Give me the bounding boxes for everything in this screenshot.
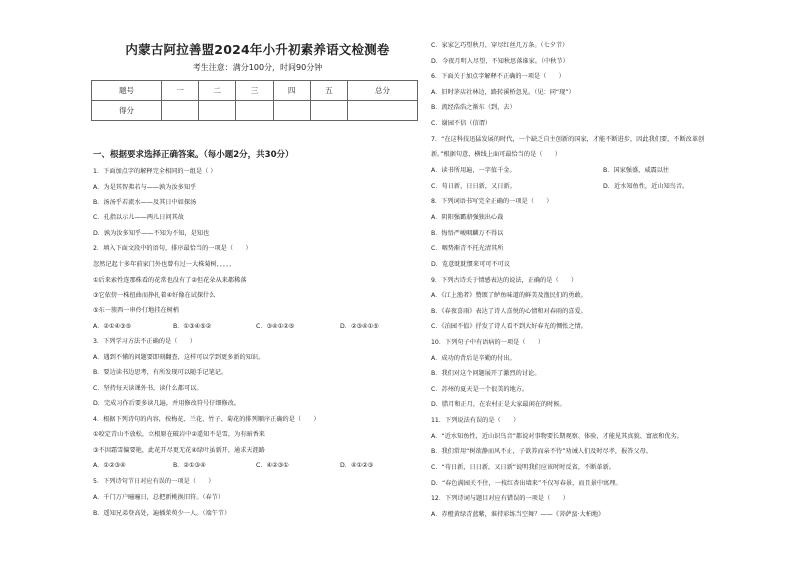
q6-option-b: B．流经浩浩之渐东（到，去）	[431, 104, 516, 111]
q3-option-b: B．要边读书边思考，有所发现可以随手记笔记。	[93, 369, 228, 376]
q2-sentences: ①后来索性连那株看的花常也没有了②但花朵从来都稀落	[93, 277, 247, 284]
q8-option-b: B．悔悟严峻咽麟万不得以	[431, 230, 504, 237]
q4-option-a[interactable]: A．①②③④	[93, 462, 126, 469]
score-cell[interactable]	[236, 101, 273, 121]
q2-option-b[interactable]: B．①③④⑤②	[173, 323, 212, 330]
score-cell[interactable]	[310, 101, 347, 121]
q11-option-c: C．“苟日新，日日新，又日新”说明我们应该时时反省，不断革新。	[431, 464, 615, 471]
q10-option-a: A．成功的背后是辛勤的付出。	[431, 355, 516, 362]
score-header-cell: 总分	[347, 81, 417, 101]
q2-sentences: ③它依傍一株扭曲而挣扎着④好像在试探什么	[93, 292, 216, 299]
q7-option-b: B．国家强盛，威震以往	[603, 167, 670, 174]
question-1: 1．下面加点字的解释完全相同的一组是（ ）	[93, 168, 217, 175]
page-title: 内蒙古阿拉善盟2024年小升初素养语文检测卷	[125, 42, 390, 57]
score-cell[interactable]	[162, 101, 199, 121]
question-8: 8．下列词语书写完全正确的一项是（ ）	[431, 198, 553, 205]
q5-option-b: B．遥知兄弟登高处，遍插茱萸少一人。（端午节）	[93, 510, 231, 517]
q11-option-b: B．我们常用“树欲静而风不止，子欲养而亲不待”劝诫人们及时尽孝，报答父母。	[431, 448, 653, 455]
section-title: 一、根据要求选择正确答案。（每小题2分，共30分）	[93, 150, 294, 160]
score-table-header-row	[92, 81, 418, 101]
score-table	[91, 80, 418, 121]
q9-option-a: A．《江上渔者》赞颂了鲈鱼味道的鲜美及渔民们的勇敢。	[431, 292, 587, 299]
q11-option-a: A．“近水知鱼性，近山识鸟音”都说对事物要长期观察、体验，才能见其真貌、富底和优劣。	[431, 433, 683, 440]
question-4: 4．根据下列诗句的内容，按梅花、兰花、竹子、菊花的排列顺序正确的是（ ）	[93, 416, 320, 423]
q4-option-d[interactable]: D．④①②③	[340, 462, 374, 469]
q4-option-b[interactable]: B．②①③④	[173, 462, 206, 469]
q1-option-d: D．孰为汝多知乎——不知为不知，是知也	[93, 230, 210, 237]
question-11: 11．下列说法有误的是（ ）	[431, 417, 520, 424]
q1-option-a: A．为是其智弗若与——孰为汝多知乎	[93, 184, 197, 191]
q7-option-d: D．近水知鱼性，近山知鸟音。	[603, 183, 689, 190]
q4-poems: ③不因霜雪偏要艳，此花开尽更无花④绿叶虽新开，通求天涯路	[93, 447, 265, 454]
score-header-cell: 四	[273, 81, 310, 101]
q10-option-d: D．腊月和正月，在农村正是大家最闲在的时候。	[431, 401, 566, 408]
score-header-cell: 五	[310, 81, 347, 101]
q2-option-a[interactable]: A．②①④③⑤	[93, 323, 132, 330]
q2-option-c[interactable]: C．③④①②⑤	[256, 323, 295, 330]
q5-option-a: A．千门万户曈曈日，总把新桃换旧符。（春节）	[93, 494, 225, 501]
score-header-cell: 三	[236, 81, 273, 101]
q8-option-d: D．览意眈眈惯来可可不可议	[431, 261, 511, 268]
score-header-cell: 二	[199, 81, 236, 101]
q2-option-d[interactable]: D．②③④①⑤	[340, 323, 379, 330]
q3-option-d: D．完成习作后要多读几遍，并用修改符号仔细修改。	[93, 400, 241, 407]
question-9: 9．下列古诗关于情感表达的说法，正确的是（ ）	[431, 277, 578, 284]
score-cell[interactable]	[347, 101, 417, 121]
q2-passage: 忽然记起十多年前家门外也曾有过一大株菊树，，，，，	[93, 261, 236, 268]
score-header-cell: 一	[162, 81, 199, 101]
q9-option-b: B．《春夜喜雨》表达了诗人喜悦的心情和对春雨的喜爱。	[431, 308, 587, 315]
question-3: 3．下列学习方法不正确的是（ ）	[93, 338, 196, 345]
question-10: 10．下列句子中有语病的一项是（ ）	[431, 339, 545, 346]
q4-option-c[interactable]: C．④②③①	[256, 462, 289, 469]
q1-option-c: C．孔指以示儿——两儿日问其故	[93, 214, 184, 221]
q5-option-c: C．家家乞巧望秋月，穿尽红丝几万条。（七夕节）	[431, 42, 569, 49]
q7-option-c: C．苟日新，日日新，又日新。	[431, 183, 516, 190]
q10-option-c: C．苏州的夏天是一个很美的地方。	[431, 386, 529, 393]
question-5: 5．下列诗句节日对应有误的一项是（ ）	[93, 478, 215, 485]
question-7-cont: 新。”根据句意，横线上面可最恰当的是（ ）	[431, 151, 562, 158]
question-12: 12．下列诗词与题目对应有错误的一项是（ ）	[431, 495, 569, 502]
q11-option-d: D．“春色满园关不住，一枝红杏出墙来”不仅写春景，而且景中寓理。	[431, 480, 622, 487]
q7-option-a: A．读书所用遍，一字值千金。	[431, 167, 516, 174]
question-6: 6．下面关于加点字解释不正确的一项是（ ）	[431, 73, 565, 80]
score-header-cell: 题号	[92, 81, 162, 101]
q6-option-c: C．谢园不信（信谓）	[431, 120, 492, 127]
q12-option-a: A．赤橙黄绿青蓝紫，谁持彩练当空舞？——《菩萨蛮·大柏地》	[431, 511, 605, 518]
q10-option-b: B．我们对这个问题展开了激烈的讨论。	[431, 370, 541, 377]
question-2: 2．填入下面文段中的语句，排序最恰当的一项是（ ）	[93, 245, 252, 252]
score-cell[interactable]	[199, 101, 236, 121]
score-cell[interactable]	[273, 101, 310, 121]
score-row-label: 得分	[92, 101, 162, 121]
question-7: 7．“在这科技迅猛发展的时代，一个缺乏自主创新的国家，才能不断进步，因此我们要，不断改革创	[431, 136, 705, 143]
q9-option-c: C．《泊园不值》抒发了诗人看不到大好春光的惆怅之情。	[431, 323, 587, 330]
q4-poems: ①咬定青山不放松，立根原在破岩中②遥知不是雪，为有暗香来	[93, 431, 265, 438]
score-table-row	[92, 101, 418, 121]
q3-option-c: C．坚持每天读课外书，读什么都可以。	[93, 385, 203, 392]
q8-option-c: C．咽势渐青不托光清其所	[431, 245, 504, 252]
q5-option-d: D．今夜月明人尽望，不知秋思落谁家。（中秋节）	[431, 58, 569, 65]
q1-option-b: B．汤汤乎若流水——及其日中如探汤	[93, 199, 197, 206]
q6-option-a: A．旧时茅店社林边，路转溪桥忽见。（见：同“现”）	[431, 89, 575, 96]
exam-notice: 考生注意：满分100分，时间90分钟	[192, 63, 323, 72]
q3-option-a: A．遇到不懂的问题要即刻翻查，这样可以学到更多新的知识。	[93, 354, 265, 361]
q8-option-a: A．阴阳强霸鼎强独出心裁	[431, 214, 504, 221]
q2-sentences: ⑤东一簇西一串伶仃地挂在树梢	[93, 307, 179, 314]
